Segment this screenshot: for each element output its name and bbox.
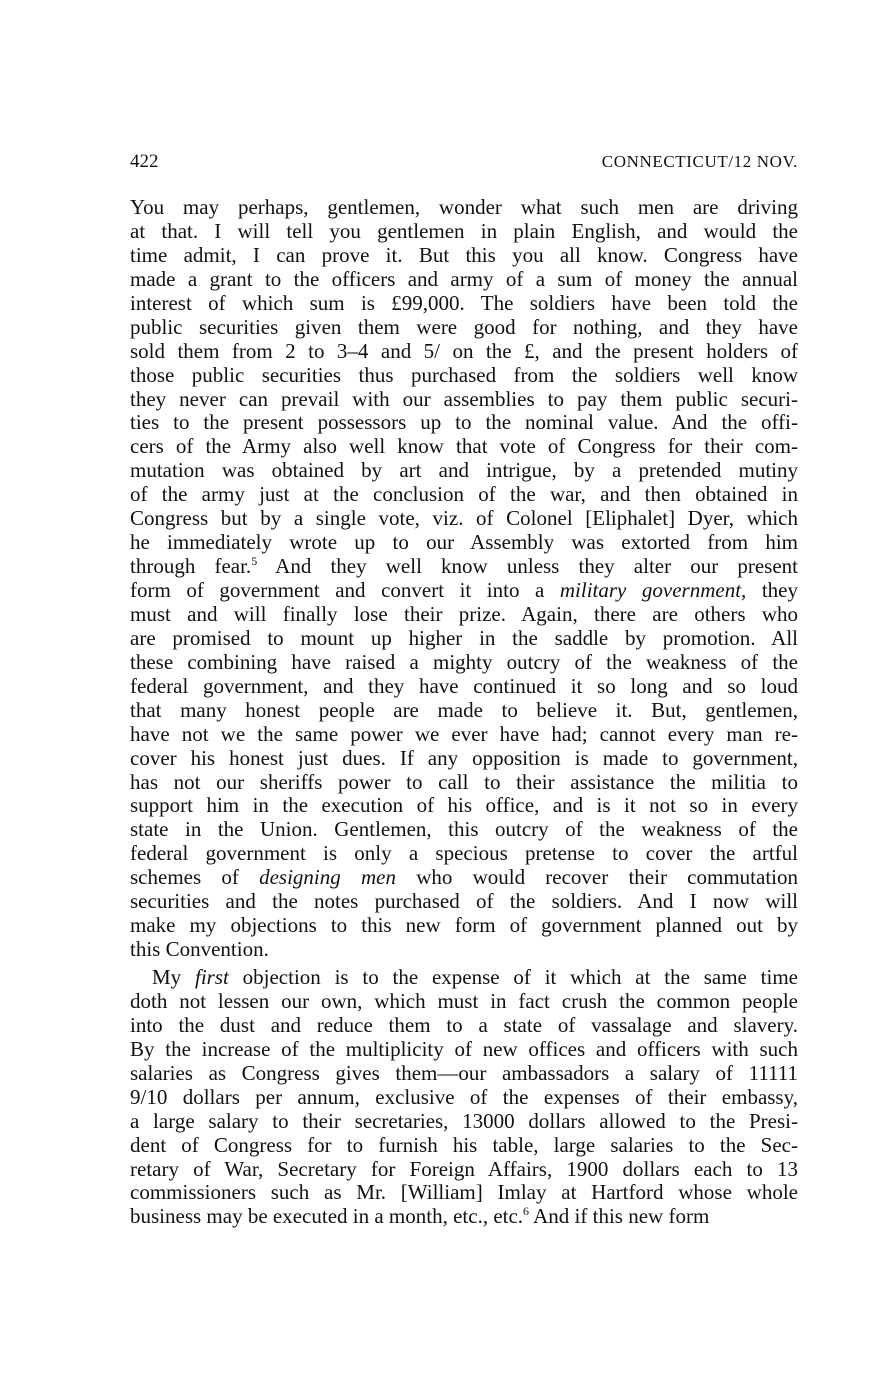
text-run: interest of which sum is £99,000. The soldiers have been told the (130, 290, 798, 315)
text-run: into the dust and reduce them to a state of vassalage and slavery. (130, 1012, 798, 1037)
text-line (130, 1181, 798, 1205)
text-line (130, 507, 798, 531)
text-run: this Convention. (130, 937, 269, 962)
text-run: has not our sheriffs power to call to their assistance the militia to (130, 769, 798, 794)
footnote-reference: 5 (251, 554, 258, 569)
footnote-reference: 6 (523, 1204, 530, 1219)
italic-text: military government, (559, 578, 747, 602)
text-line (130, 794, 798, 818)
paragraph (130, 966, 798, 1229)
text-line (130, 1038, 798, 1062)
text-run: state in the Union. Gentlemen, this outcry of the weakness of the (130, 817, 798, 842)
text-line (130, 316, 798, 340)
text-line (130, 1110, 798, 1134)
text-run: a large salary to their secretaries, 13000 dollars allowed to the Presi- (130, 1108, 798, 1133)
text-run: salaries as Congress gives them—our ambassadors a salary of 11111 (130, 1060, 798, 1085)
text-line (130, 1158, 798, 1182)
italic-text: designing men (259, 865, 396, 890)
text-line (130, 990, 798, 1014)
text-run: time admit, I can prove it. But this you all know. Congress have (130, 242, 798, 267)
text-run: at that. I will tell you gentlemen in plain English, and would the (130, 218, 798, 243)
text-run: that many honest people are made to believe it. But, gentlemen, (130, 697, 798, 722)
text-line (130, 531, 798, 555)
text-run: form of government and convert it into a (130, 578, 560, 602)
text-run: And if this new form (529, 1204, 710, 1229)
text-run: You may perhaps, gentlemen, wonder what such men are driving (130, 195, 798, 219)
text-run: cers of the Army also well know that vote of Congress for their com- (130, 434, 798, 459)
text-line (130, 292, 798, 316)
text-run: federal government is only a specious pretense to cover the artful (130, 841, 798, 866)
text-line (130, 890, 798, 914)
text-run: Congress but by a single vote, viz. of Colonel [Eliphalet] Dyer, which (130, 506, 798, 531)
text-run: these combining have raised a mighty outcry of the weakness of the (130, 649, 798, 674)
text-line (130, 340, 798, 364)
text-run: cover his honest just dues. If any opposition is made to government, (130, 745, 798, 770)
text-line (130, 603, 798, 627)
text-run: he immediately wrote up to our Assembly was extorted from him (130, 530, 798, 555)
text-line (130, 1062, 798, 1086)
text-run: they (746, 578, 798, 602)
text-run: federal government, and they have continued it so long and so loud (130, 673, 798, 698)
running-head (130, 150, 798, 174)
text-run: ties to the present possessors up to the nominal value. And the offi- (130, 410, 798, 435)
page-number: 422 (130, 151, 159, 172)
text-line (130, 268, 798, 292)
text-line (130, 579, 798, 603)
body-text (130, 196, 798, 1229)
text-line (130, 866, 798, 890)
text-line (130, 459, 798, 483)
text-line (130, 411, 798, 435)
text-run: public securities given them were good for nothing, and they have (130, 314, 798, 339)
text-line (130, 1205, 798, 1229)
text-line (130, 699, 798, 723)
text-run: By the increase of the multiplicity of new offices and officers with such (130, 1036, 798, 1061)
text-run: retary of War, Secretary for Foreign Affairs, 1900 dollars each to 13 (130, 1156, 798, 1181)
text-run: doth not lessen our own, which must in fact crush the common people (130, 988, 798, 1013)
text-run: schemes of (130, 865, 260, 890)
text-line (130, 555, 798, 579)
text-run: are promised to mount up higher in the saddle by promotion. All (130, 625, 798, 650)
text-line (130, 771, 798, 795)
text-line (130, 435, 798, 459)
text-run: 9/10 dollars per annum, exclusive of the expenses of their embassy, (130, 1084, 798, 1109)
text-run: of the army just at the conclusion of the war, and then obtained in (130, 482, 798, 507)
text-line (130, 627, 798, 651)
text-line (130, 675, 798, 699)
text-run: mutation was obtained by art and intrigue, by a pretended mutiny (130, 458, 798, 483)
text-run: made a grant to the officers and army of a sum of money the annual (130, 266, 798, 291)
text-run: who would recover their commutation (395, 865, 798, 890)
text-line (130, 651, 798, 675)
italic-text: first (194, 965, 229, 989)
text-run: objection is to the expense of it which at the same time (228, 965, 798, 989)
text-line (130, 196, 798, 220)
text-run: sold them from 2 to 3–4 and 5/ on the £, and the present holders of (130, 338, 798, 363)
text-line (130, 723, 798, 747)
text-run: securities and the notes purchased of the soldiers. And I now will (130, 889, 798, 914)
text-run: they never can prevail with our assemblies to pay them public securi- (130, 386, 798, 411)
text-run: And they well know unless they alter our present (257, 554, 799, 579)
text-line (130, 938, 798, 962)
text-line (130, 1134, 798, 1158)
text-line (130, 483, 798, 507)
text-line (130, 747, 798, 771)
section-heading: CONNECTICUT/12 NOV. (601, 152, 798, 171)
text-run: those public securities thus purchased from the soldiers well know (130, 362, 798, 387)
text-line (130, 818, 798, 842)
text-run: dent of Congress for to furnish his table, large salaries to the Sec- (130, 1132, 798, 1157)
text-run: have not we the same power we ever have had; cannot every man re- (130, 721, 798, 746)
text-line (130, 1014, 798, 1038)
text-line (130, 914, 798, 938)
text-line (130, 842, 798, 866)
paragraph (130, 196, 798, 962)
text-line (130, 1086, 798, 1110)
text-run: must and will finally lose their prize. Again, there are others who (130, 601, 798, 626)
text-run: through fear. (130, 554, 252, 579)
text-line (130, 364, 798, 388)
text-line (130, 966, 798, 990)
text-run: My (152, 965, 195, 989)
text-line (130, 244, 798, 268)
text-run: support him in the execution of his office, and is it not so in every (130, 793, 798, 818)
text-line (130, 388, 798, 412)
text-run: business may be executed in a month, etc., etc. (130, 1204, 524, 1229)
text-run: make my objections to this new form of government planned out by (130, 913, 798, 938)
text-run: commissioners such as Mr. [William] Imlay at Hartford whose whole (130, 1180, 798, 1205)
text-line (130, 220, 798, 244)
